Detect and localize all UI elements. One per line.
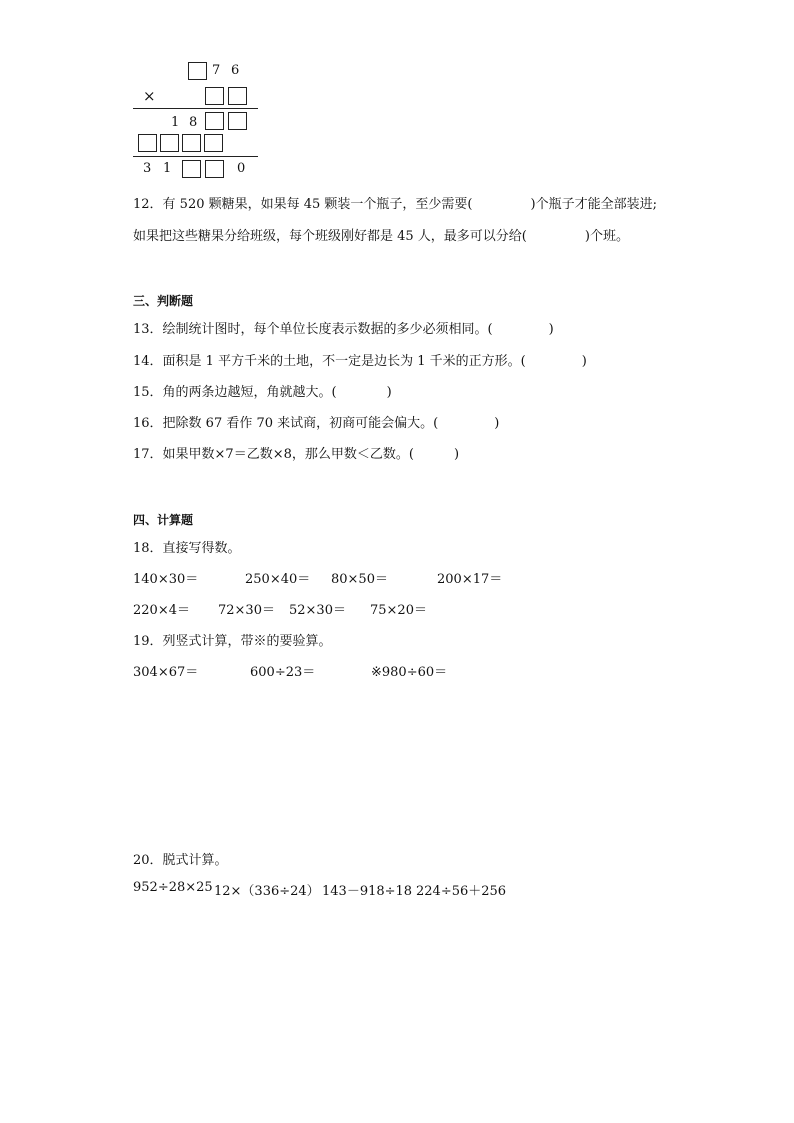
calc-item: 952÷28×25 [133,880,213,895]
puzzle-digit: 1 [171,115,180,130]
calc-item: 72×30＝ [218,603,275,618]
question-text: 14．面积是 1 平方千米的土地，不一定是边长为 1 千米的正方形。( [133,354,526,369]
puzzle-digit: 0 [237,161,246,176]
puzzle-digit: 7 [212,63,221,78]
question-12-line-2 [133,225,629,244]
puzzle-blank-box[interactable] [160,134,179,152]
question-text: 如果把这些糖果分给班级，每个班级刚好都是 45 人，最多可以分给( [133,229,527,244]
calc-item: 75×20＝ [370,603,427,618]
calc-item: 224÷56＋256 [416,884,507,899]
calc-item: 250×40＝ [245,572,311,587]
close-paren: ) [494,416,500,431]
puzzle-blank-box[interactable] [228,112,247,130]
close-paren: ) [453,447,460,462]
judgement-item [133,318,554,337]
puzzle-blank-box[interactable] [228,87,247,105]
question-19-prompt: 19．列竖式计算，带※的要验算。 [133,634,332,649]
puzzle-blank-box[interactable] [205,160,224,178]
question-18-prompt: 18．直接写得数。 [133,541,241,556]
question-text: )个瓶子才能全部装进; [530,197,657,212]
calc-item: 52×30＝ [289,603,346,618]
puzzle-blank-box[interactable] [188,62,207,80]
question-text: 12．有 520 颗糖果，如果每 45 颗装一个瓶子，至少需要( [133,197,473,212]
judgement-item [133,381,392,400]
calc-item: 200×17＝ [437,572,503,587]
calc-item: 140×30＝ [133,572,199,587]
puzzle-rule-line [133,156,258,157]
question-text: 17．如果甲数×7＝乙数×8，那么甲数＜乙数。( [133,447,414,462]
calc-item: ※980÷60＝ [371,665,448,680]
section-4-title: 四、计算题 [133,513,194,527]
judgement-item [133,443,459,462]
puzzle-digit: 8 [189,115,198,130]
calc-item: 304×67＝ [133,665,199,680]
puzzle-digit: 1 [163,161,172,176]
question-text: 16．把除数 67 看作 70 来试商，初商可能会偏大。( [133,416,439,431]
times-sign: × [143,87,156,105]
calc-item: 12×（336÷24） [214,884,320,899]
puzzle-blank-box[interactable] [205,112,224,130]
close-paren: ) [581,354,587,369]
section-3-title: 三、判断题 [133,294,194,308]
judgement-item [133,350,587,369]
question-text: 13．绘制统计图时，每个单位长度表示数据的多少必须相同。( [133,322,493,337]
judgement-item [133,412,499,431]
puzzle-blank-box[interactable] [205,87,224,105]
question-text: 15．角的两条边越短，角就越大。( [133,385,337,400]
puzzle-blank-box[interactable] [138,134,157,152]
close-paren: ) [548,322,554,337]
calc-item: 80×50＝ [331,572,388,587]
calc-item: 143－918÷18 [322,884,413,899]
question-text: )个班。 [584,229,629,244]
question-20-prompt: 20．脱式计算。 [133,853,228,868]
question-12-line-1 [133,193,657,212]
calc-item: 220×4＝ [133,603,190,618]
close-paren: ) [386,385,392,400]
calc-item: 600÷23＝ [250,665,316,680]
puzzle-rule-line [133,108,258,109]
puzzle-blank-box[interactable] [204,134,223,152]
puzzle-blank-box[interactable] [182,134,201,152]
puzzle-blank-box[interactable] [182,160,201,178]
puzzle-digit: 3 [143,161,152,176]
puzzle-digit: 6 [231,63,240,78]
